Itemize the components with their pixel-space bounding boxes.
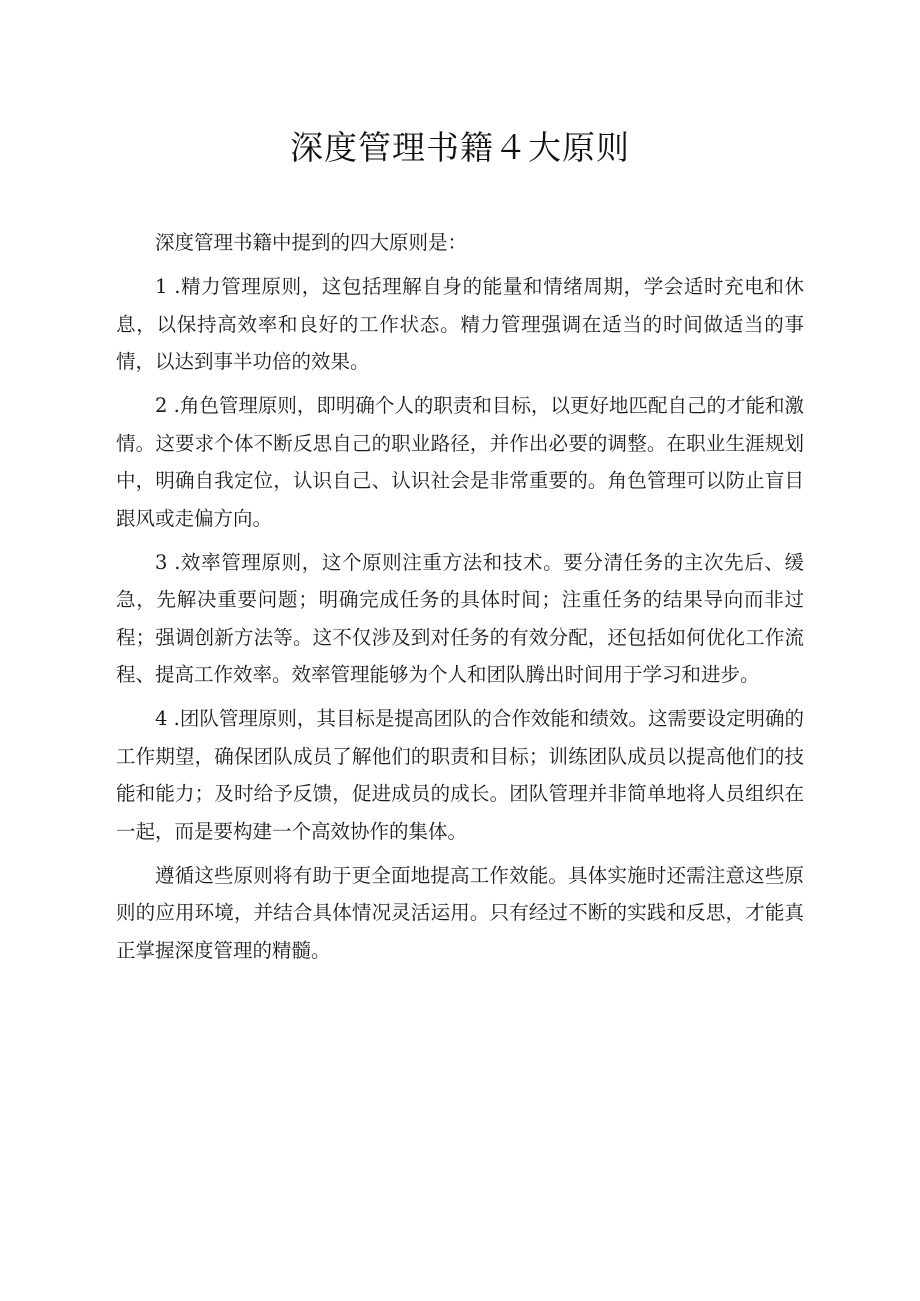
document-body [116, 224, 804, 976]
principle-1-paragraph: 1 .精力管理原则，这包括理解自身的能量和情绪周期，学会适时充电和休息，以保持高效率和良好的工作状态。精力管理强调在适当的时间做适当的事情，以达到事半功倍的效果。 [116, 275, 804, 374]
page-title: 深度管理书籍４大原则 [290, 128, 630, 167]
intro-paragraph: 深度管理书籍中提到的四大原则是： [155, 231, 468, 254]
principle-3-paragraph: 3 .效率管理原则，这个原则注重方法和技术。要分清任务的主次先后、缓急，先解决重要问题；明确完成任务的具体时间；注重任务的结果导向而非过程；强调创新方法等。这不仅涉及到对任务的有效分配，还包括如何优化工作流程、提高工作效率。效率管理能够为个人和团队腾出时间用于学习和进步。 [116, 550, 804, 687]
principle-2-paragraph: 2 .角色管理原则，即明确个人的职责和目标，以更好地匹配自己的才能和激情。这要求个体不断反思自己的职业路径，并作出必要的调整。在职业生涯规划中，明确自我定位，认识自己、认识社会是非常重要的。角色管理可以防止盲目跟风或走偏方向。 [116, 394, 804, 530]
principle-4-paragraph: 4 .团队管理原则，其目标是提高团队的合作效能和绩效。这需要设定明确的工作期望，确保团队成员了解他们的职责和目标；训练团队成员以提高他们的技能和能力；及时给予反馈，促进成员的成长。团队管理并非简单地将人员组织在一起，而是要构建一个高效协作的集体。 [116, 707, 804, 843]
conclusion-paragraph: 遵循这些原则将有助于更全面地提高工作效能。具体实施时还需注意这些原则的应用环境，并结合具体情况灵活运用。只有经过不断的实践和反思，才能真正掌握深度管理的精髓。 [116, 863, 804, 962]
